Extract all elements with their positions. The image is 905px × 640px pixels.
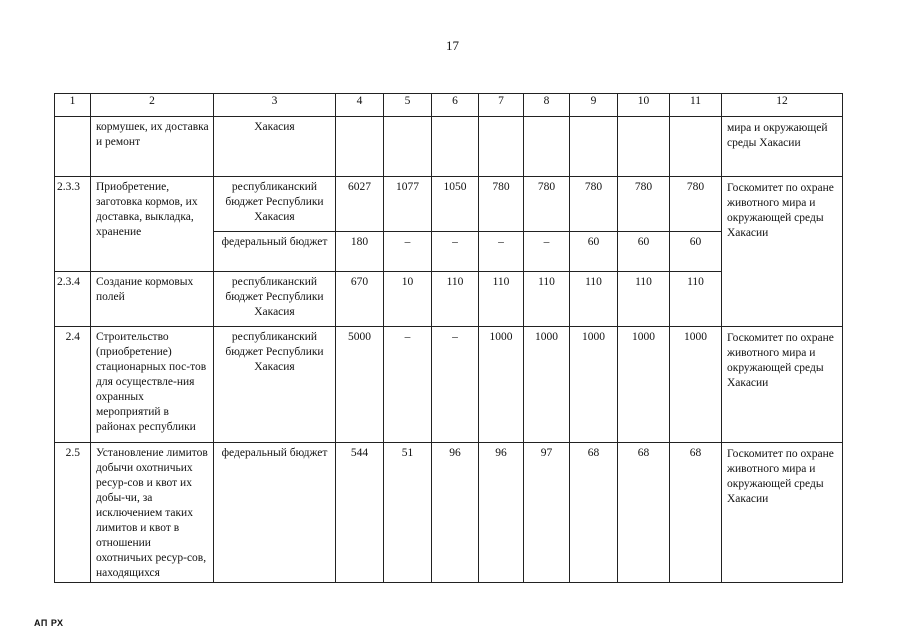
cell-source: федеральный бюджет: [214, 232, 336, 272]
cell-source: республиканский бюджет Республики Хакасия: [214, 177, 336, 232]
cell-source: Хакасия: [214, 117, 336, 177]
cell-value: 1000: [570, 327, 618, 443]
cell-value: 97: [524, 443, 570, 583]
cell-value: –: [432, 232, 479, 272]
header-cell: 2: [91, 94, 214, 117]
cell-executor: Госкомитет по охране животного мира и окружающей среды Хакасии: [722, 443, 843, 583]
cell-value: 10: [384, 272, 432, 327]
budget-table: [54, 93, 843, 583]
cell-value: 51: [384, 443, 432, 583]
cell-value: 68: [618, 443, 670, 583]
cell-value: 110: [524, 272, 570, 327]
cell-value: 96: [432, 443, 479, 583]
cell-value: 60: [618, 232, 670, 272]
cell-value: 1000: [524, 327, 570, 443]
cell-activity: кормушек, их доставка и ремонт: [91, 117, 214, 177]
cell-source: федеральный бюджет: [214, 443, 336, 583]
cell-executor: мира и окружающей среды Хакасии: [722, 117, 843, 177]
cell-value: 110: [570, 272, 618, 327]
cell-value: 5000: [336, 327, 384, 443]
cell-value: 180: [336, 232, 384, 272]
cell-value: 670: [336, 272, 384, 327]
cell-value: 110: [479, 272, 524, 327]
header-cell: 5: [384, 94, 432, 117]
cell-value: 1050: [432, 177, 479, 232]
cell-value: –: [384, 327, 432, 443]
cell-value: 780: [524, 177, 570, 232]
page-number: 17: [446, 38, 459, 53]
cell-value: 96: [479, 443, 524, 583]
cell-value: [479, 117, 524, 177]
table-row: [55, 177, 843, 232]
cell-value: [618, 117, 670, 177]
cell-value: [432, 117, 479, 177]
cell-value: 780: [670, 177, 722, 232]
cell-value: 1077: [384, 177, 432, 232]
cell-value: [384, 117, 432, 177]
cell-executor: Госкомитет по охране животного мира и окружающей среды Хакасии: [722, 327, 843, 443]
cell-value: –: [432, 327, 479, 443]
header-cell: 9: [570, 94, 618, 117]
cell-value: 68: [570, 443, 618, 583]
table-row: [55, 443, 843, 583]
cell-value: –: [524, 232, 570, 272]
cell-source: республиканский бюджет Республики Хакасия: [214, 327, 336, 443]
cell-number: 2.5: [55, 443, 91, 583]
cell-source: республиканский бюджет Республики Хакасия: [214, 272, 336, 327]
header-cell: 12: [722, 94, 843, 117]
cell-value: [570, 117, 618, 177]
cell-value: [670, 117, 722, 177]
header-cell: 11: [670, 94, 722, 117]
header-cell: 7: [479, 94, 524, 117]
cell-number: 2.4: [55, 327, 91, 443]
cell-value: 780: [479, 177, 524, 232]
cell-activity: Приобретение, заготовка кормов, их доставка, выкладка, хранение: [91, 177, 214, 272]
cell-number: 2.3.3: [55, 177, 91, 272]
cell-value: [336, 117, 384, 177]
cell-value: 780: [618, 177, 670, 232]
cell-value: 68: [670, 443, 722, 583]
cell-activity: Создание кормовых полей: [91, 272, 214, 327]
cell-value: 110: [618, 272, 670, 327]
cell-value: 1000: [670, 327, 722, 443]
header-cell: 4: [336, 94, 384, 117]
table-row: [55, 327, 843, 443]
cell-value: 110: [670, 272, 722, 327]
cell-value: 60: [670, 232, 722, 272]
header-cell: 6: [432, 94, 479, 117]
cell-activity: Строительство (приобретение) стационарных пос-тов для осуществле-ния охранных мероприятий в районах республики: [91, 327, 214, 443]
cell-value: 1000: [618, 327, 670, 443]
cell-value: 60: [570, 232, 618, 272]
cell-number: [55, 117, 91, 177]
header-cell: 3: [214, 94, 336, 117]
cell-value: 1000: [479, 327, 524, 443]
cell-value: –: [479, 232, 524, 272]
cell-value: 6027: [336, 177, 384, 232]
header-row: [55, 94, 843, 117]
footer-mark: АП РХ: [34, 618, 64, 628]
cell-number: 2.3.4: [55, 272, 91, 327]
cell-activity: Установление лимитов добычи охотничьих ресур-сов и квот их добы-чи, за исключением таких лимитов и квот в отношении охотничьих ресур-сов, находящихся: [91, 443, 214, 583]
table-row: [55, 117, 843, 177]
cell-value: [524, 117, 570, 177]
cell-value: 544: [336, 443, 384, 583]
header-cell: 8: [524, 94, 570, 117]
header-cell: 1: [55, 94, 91, 117]
cell-value: 780: [570, 177, 618, 232]
header-cell: 10: [618, 94, 670, 117]
cell-value: –: [384, 232, 432, 272]
cell-value: 110: [432, 272, 479, 327]
cell-executor: Госкомитет по охране животного мира и окружающей среды Хакасии: [722, 177, 843, 327]
